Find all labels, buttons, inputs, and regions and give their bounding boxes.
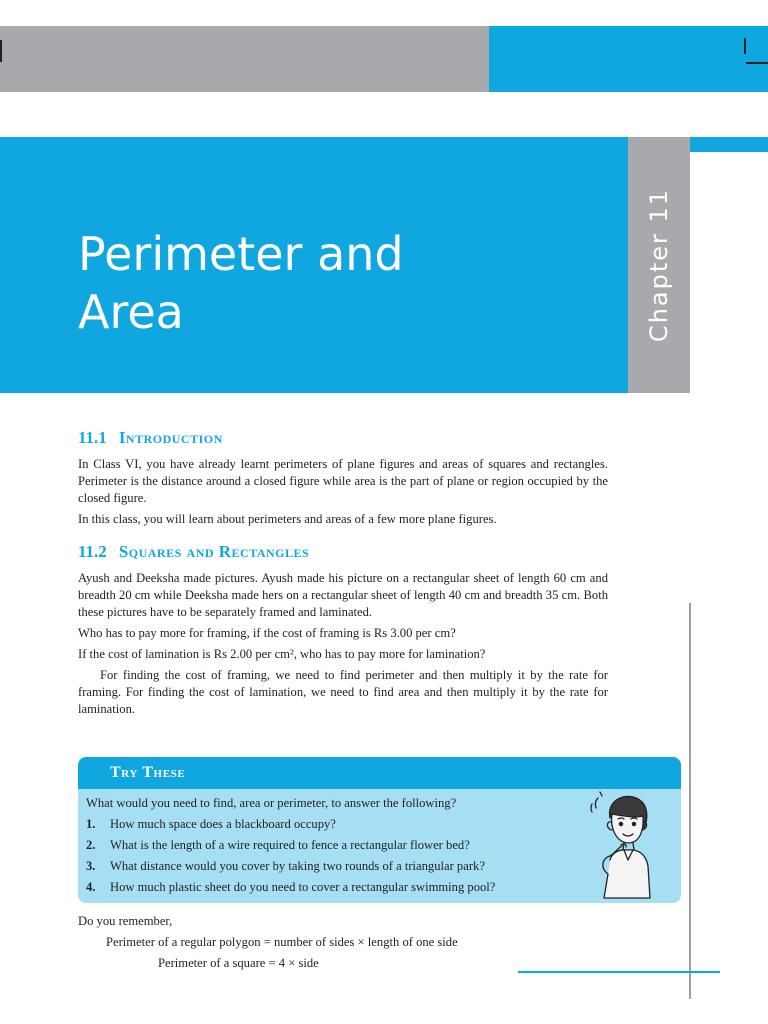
main-content <box>78 428 608 722</box>
list-item <box>86 814 673 835</box>
paragraph: If the cost of lamination is Rs 2.00 per cm², who has to pay more for lamination? <box>78 647 486 661</box>
remember-formula-polygon: Perimeter of a regular polygon = number of sides × length of one side <box>106 935 458 949</box>
header-grey-bar <box>0 26 489 92</box>
item-text: What is the length of a wire required to fence a rectangular flower bed? <box>110 838 470 852</box>
thinking-girl-illustration <box>588 788 664 900</box>
paragraph: For finding the cost of framing, we need to find perimeter and then multiply it by the rate for framing. For finding the cost of lamination, we need to find area and then multiply it by the rate for lamination. <box>78 668 608 716</box>
section-number: 11.1 <box>78 428 107 447</box>
section-title: Squares and Rectangles <box>118 542 310 561</box>
item-text: What distance would you cover by taking two rounds of a triangular park? <box>110 859 485 873</box>
item-text: How much space does a blackboard occupy? <box>110 817 336 831</box>
try-these-intro: What would you need to find, area or perimeter, to answer the following? <box>86 796 457 810</box>
paragraph: In Class VI, you have already learnt perimeters of plane figures and areas of squares and rectangles. Perimeter is the distance around a closed figure while area is the part of plane or region occupied by the closed figure. <box>78 457 608 505</box>
section-heading-introduction <box>78 428 608 448</box>
margin-rule-vertical <box>689 603 691 999</box>
paragraph: Who has to pay more for framing, if the cost of framing is Rs 3.00 per cm? <box>78 626 456 640</box>
margin-rule-horizontal <box>518 971 720 973</box>
list-item <box>86 835 673 856</box>
try-these-heading: Try These <box>110 764 186 781</box>
list-item <box>86 877 673 898</box>
item-number: 1. <box>86 817 96 831</box>
paragraph: Ayush and Deeksha made pictures. Ayush made his picture on a rectangular sheet of length 60 cm and breadth 20 cm while Deeksha made hers on a rectangular sheet of length 40 cm and breadth 35 cm. Both these pictures have to be separately framed and laminated. <box>78 571 608 619</box>
item-number: 2. <box>86 838 96 852</box>
item-text: How much plastic sheet do you need to cover a rectangular swimming pool? <box>110 880 496 894</box>
chapter-tab-gap <box>690 152 768 393</box>
remember-intro: Do you remember, <box>78 914 173 928</box>
header-blue-bar <box>489 26 768 92</box>
paragraph: In this class, you will learn about perimeters and areas of a few more plane figures. <box>78 512 497 526</box>
crop-mark-right <box>744 38 746 54</box>
chapter-title-line2: Area <box>78 285 184 339</box>
remember-block <box>78 911 618 974</box>
item-number: 3. <box>86 859 96 873</box>
section-number: 11.2 <box>78 542 107 561</box>
section-heading-squares-rectangles <box>78 542 608 562</box>
chapter-title-line1: Perimeter and <box>78 227 404 281</box>
list-item <box>86 856 673 877</box>
try-these-header <box>78 757 681 789</box>
remember-formula-square: Perimeter of a square = 4 × side <box>158 956 319 970</box>
item-number: 4. <box>86 880 96 894</box>
chapter-label-text: Chapter 11 <box>645 187 673 343</box>
section-title: Introduction <box>118 428 223 447</box>
chapter-title <box>78 225 598 341</box>
chapter-label <box>628 137 690 393</box>
crop-mark-right-h <box>746 62 768 64</box>
crop-mark-left <box>0 40 2 62</box>
